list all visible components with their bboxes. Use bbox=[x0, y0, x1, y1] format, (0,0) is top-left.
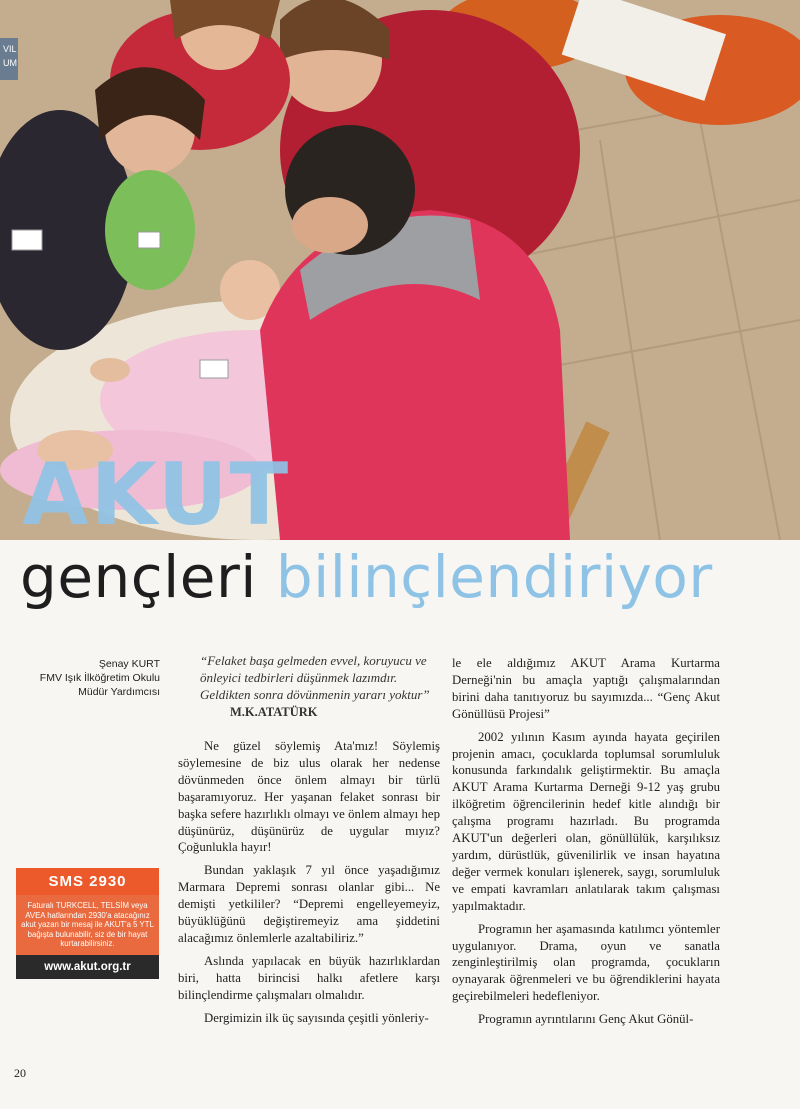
author-school: FMV Işık İlköğretim Okulu bbox=[39, 672, 160, 684]
quote-text: “Felaket başa gelmeden evvel, koruyucu ve önleyici tedbirleri düşünmek lazımdır. Geldikten sonra dövünmenin yararı yoktur” bbox=[200, 653, 430, 702]
col1-paragraph-4: Dergimizin ilk üç sayısında çeşitli yönleriy- bbox=[204, 1010, 429, 1025]
article-column-1 bbox=[178, 738, 440, 1033]
website-link[interactable]: www.akut.org.tr bbox=[16, 955, 159, 979]
quote-attribution: M.K.ATATÜRK bbox=[230, 705, 318, 719]
section-tab-line2: UM bbox=[3, 58, 17, 68]
article-column-2 bbox=[452, 655, 720, 1034]
title-brand: AKUT bbox=[22, 445, 291, 545]
section-tab bbox=[0, 38, 18, 80]
author-name: Şenay KURT bbox=[98, 658, 160, 670]
col2-paragraph-1: le ele aldığımız AKUT Arama Kurtarma Derneği'nin bu amaçla yaptığı çalışmalarından birini daha tanıtıyoruz bu sayımızda... “Genç Akut Gönüllüsü Projesi” bbox=[452, 656, 720, 721]
title-word-bilinclendiriyor: bilinçlendiriyor bbox=[275, 543, 713, 611]
author-block bbox=[10, 657, 160, 699]
col1-paragraph-2: Bundan yaklaşık 7 yıl önce yaşadığımız Marmara Depremi sonrası olanlar gibi... Ne demişti yetkililer? “Depremi engelleyemeyiz, büyüklüğünü değiştiremeyiz ama şiddetini alacağımız önlemlerle azaltabiliriz.” bbox=[178, 863, 440, 945]
title-word-gencleri: gençleri bbox=[20, 543, 257, 611]
sms-donation-box bbox=[16, 868, 159, 979]
ataturk-quote bbox=[200, 652, 436, 721]
author-role: Müdür Yardımcısı bbox=[78, 686, 160, 698]
col2-paragraph-3: Programın her aşamasında katılımcı yöntemler uygulanıyor. Drama, oyun ve sanatla zenginleştirilmiş olan programda, çocukların oynayarak öğrenmeleri ve bu öğrendiklerini hayata geçirebilmeleri hedefleniyor. bbox=[452, 921, 720, 1004]
page-number: 20 bbox=[14, 1066, 26, 1080]
col2-paragraph-2: 2002 yılının Kasım ayında hayata geçirilen projenin amacı, çocuklarda toplumsal sorumluluk konusunda farkındalık geliştirmektir. Bu amaçla AKUT Arama Kurtarma Derneği 9-12 yaş grubu ilköğretim öğrencilerinin hedef kitle alındığı bir çalışma programı hazırladı. Bu programda AKUT'un değerleri olan, gönüllülük, karşılıksız yardım, dürüstlük, güvenilirlik ve insan hayatına değer vermek konuları işlenerek, saygı, sorumluluk ve empati kavramları anlatılarak takım çalışması yapılmaktadır. bbox=[452, 729, 720, 913]
sms-heading: SMS 2930 bbox=[16, 868, 159, 895]
col1-paragraph-3: Aslında yapılacak en büyük hazırlıklardan biri, hatta birincisi halkı afetlere karşı bilinçlendirme çalışmaları olmalıdır. bbox=[178, 953, 440, 1002]
col1-paragraph-1: Ne güzel söylemiş Ata'mız! Söylemiş söylemesine de biz ulus olarak her nedense dövünmeden önce önlem almayı bir türlü başaramıyoruz. Her yaşanan felaket sonrası bir başka sefere hazırlıklı olmayı ve önlem almayı hep düşünürüz, düşünürüz de uygular mıyız? Çoğunlukla hayır! bbox=[178, 739, 440, 855]
section-tab-line1: VIL bbox=[3, 44, 17, 54]
col2-paragraph-4: Programın ayrıntılarını Genç Akut Gönül- bbox=[478, 1012, 694, 1027]
title-subline bbox=[20, 543, 713, 611]
sms-description: Faturalı TURKCELL, TELSİM veya AVEA hatlarından 2930'a atacağınız akut yazan bir mesaj ile AKUT'a 5 YTL bağışta bulunabilir, siz de bir hayat kurtarabilirsiniz. bbox=[16, 895, 159, 955]
